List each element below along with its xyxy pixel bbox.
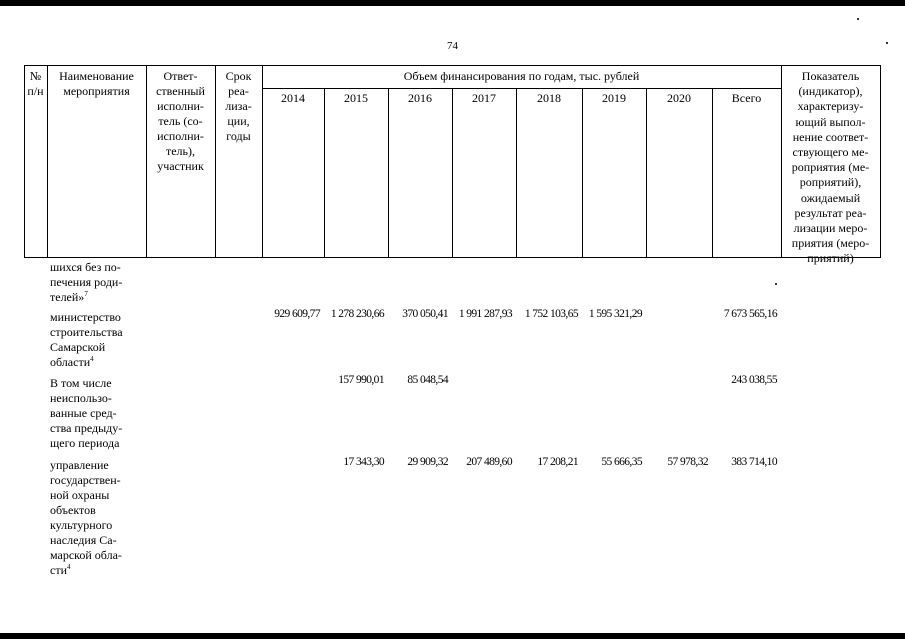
value-cell: 55 666,35 <box>601 456 642 468</box>
value-cell: 17 208,21 <box>537 456 578 468</box>
total-cell: 383 714,10 <box>731 456 777 468</box>
col-header-term: Срок реа- лиза- ции, годы <box>225 69 252 143</box>
year-header: 2019 <box>602 91 626 105</box>
row-name-text: шихся без по- печения роди- телей» <box>50 260 123 304</box>
year-header: 2015 <box>344 91 368 105</box>
value-cell: 1 595 321,29 <box>588 308 642 320</box>
col-line <box>582 88 583 258</box>
year-header: 2017 <box>472 91 496 105</box>
row-name <box>50 458 145 578</box>
page-number: 74 <box>447 40 458 52</box>
value-cell: 57 978,32 <box>667 456 708 468</box>
row-name <box>50 260 145 305</box>
value-cell: 29 909,32 <box>407 456 448 468</box>
value-cell: 1 991 287,93 <box>458 308 512 320</box>
row-name-text: управление государствен- ной охраны объектов культурного наследия Са- марской обла- сти <box>50 458 122 577</box>
col-line <box>516 88 517 258</box>
scan-speck <box>857 18 859 20</box>
value-cell: 370 050,41 <box>402 308 448 320</box>
year-header: 2018 <box>537 91 561 105</box>
bottom-border <box>0 633 905 639</box>
value-cell: 85 048,54 <box>407 374 448 386</box>
value-cell: 1 752 103,65 <box>524 308 578 320</box>
footnote-mark: 7 <box>84 290 88 298</box>
col-line <box>880 65 881 258</box>
col-line <box>452 88 453 258</box>
value-cell: 929 609,77 <box>274 308 320 320</box>
col-line <box>324 88 325 258</box>
scan-speck <box>775 283 777 285</box>
value-cell: 1 278 230,66 <box>330 308 384 320</box>
row-name <box>50 376 145 451</box>
col-line <box>712 88 713 258</box>
col-header-name: Наименование мероприятия <box>59 69 134 98</box>
value-cell: 157 990,01 <box>338 374 384 386</box>
value-cell: 207 489,60 <box>466 456 512 468</box>
footnote-mark: 4 <box>90 355 94 363</box>
header-top-line <box>24 65 880 66</box>
row-name <box>50 310 145 370</box>
total-cell: 243 038,55 <box>731 374 777 386</box>
year-header: 2020 <box>667 91 691 105</box>
year-header: 2014 <box>281 91 305 105</box>
col-header-indicator: Показатель (индикатор), характеризу- ющий выпол- нение соответ- ствующего ме- роприятия (ме- роприятий), ожидаемый результат реа- лизации меро- приятия (меро- приятий) <box>791 69 870 266</box>
row-name-text: В том числе неиспользо- ванные сред- ства предыду- щего периода <box>50 376 123 450</box>
total-header: Всего <box>731 91 762 105</box>
col-header-funding: Объем финансирования по годам, тыс. рублей <box>403 69 640 83</box>
footnote-mark: 4 <box>67 563 71 571</box>
years-top-line <box>262 88 781 89</box>
scan-speck <box>886 42 888 44</box>
total-cell: 7 673 565,16 <box>723 308 777 320</box>
top-border <box>0 0 905 6</box>
col-line <box>646 88 647 258</box>
year-header: 2016 <box>408 91 432 105</box>
col-header-number: № п/н <box>27 69 44 98</box>
value-cell: 17 343,30 <box>343 456 384 468</box>
col-line <box>388 88 389 258</box>
col-header-responsible: Ответ- ственный исполни- тель (со- исполни- тель), участник <box>156 69 205 173</box>
row-name-text: министерство строительства Самарской области <box>50 310 123 369</box>
